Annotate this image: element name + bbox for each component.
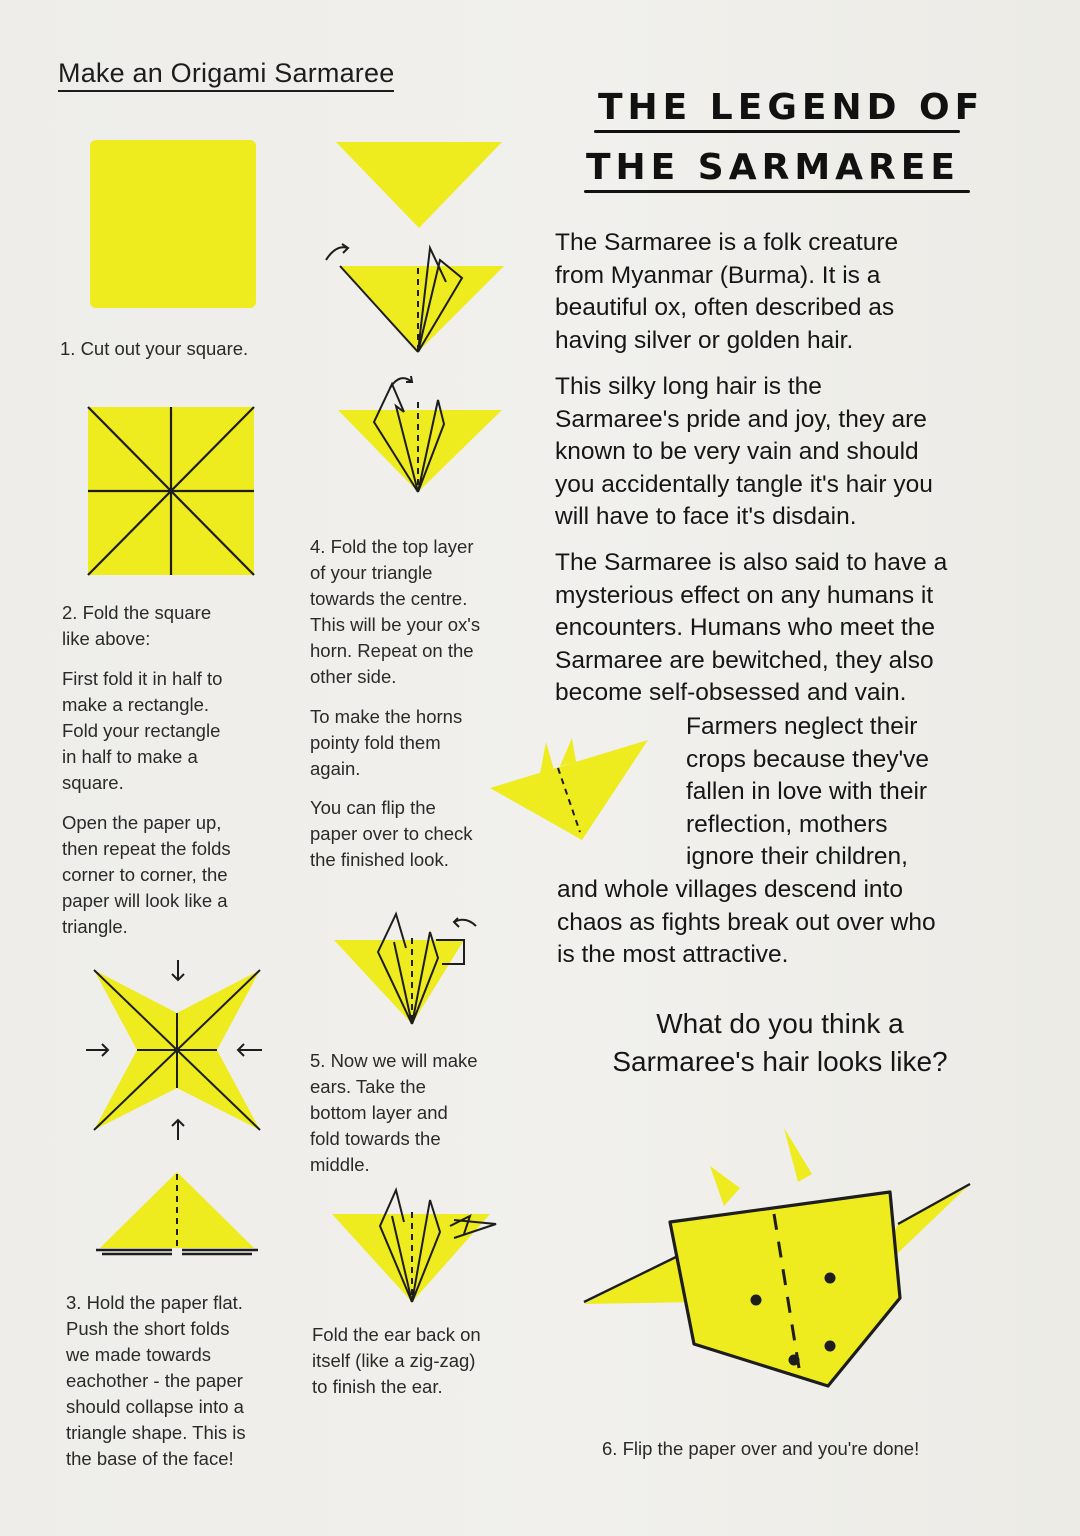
hair-question	[560, 1005, 1000, 1081]
step-4-text	[310, 534, 480, 690]
step-3-line: 3. Hold the paper flat.	[66, 1292, 243, 1313]
step-5-line: 5. Now we will make	[310, 1050, 478, 1071]
step-2-line: 2. Fold the square	[62, 602, 212, 623]
collapse-star-figure	[82, 958, 272, 1148]
step-2c-line: corner to corner, the	[62, 864, 228, 885]
step-3-line: the base of the face!	[66, 1448, 234, 1469]
pointy-horns-figure	[334, 372, 504, 496]
horn-fold-figure	[318, 238, 508, 356]
story-line: encounters. Humans who meet the	[555, 614, 935, 641]
step-4-line: 4. Fold the top layer	[310, 536, 474, 557]
step-4b-text	[310, 704, 462, 782]
step-4-line: of your triangle	[310, 562, 433, 583]
instructions-title: Make an Origami Sarmaree	[58, 58, 394, 92]
step-5-text	[310, 1048, 478, 1178]
ears-fold-figure	[332, 908, 482, 1028]
story-line: fallen in love with their	[686, 778, 928, 805]
step-2c-line: paper will look like a	[62, 890, 228, 911]
legend-paragraph-4-indented	[686, 711, 929, 874]
step-5-line: middle.	[310, 1154, 370, 1175]
step-2b-line: in half to make a	[62, 746, 198, 767]
step-6-text: 6. Flip the paper over and you're done!	[602, 1438, 920, 1459]
question-line: What do you think a	[656, 1008, 904, 1039]
story-line: is the most attractive.	[557, 941, 789, 968]
flipped-horns-figure	[486, 736, 650, 842]
question-line: Sarmaree's hair looks like?	[612, 1046, 948, 1077]
step-4c-line: You can flip the	[310, 797, 436, 818]
story-line: The Sarmaree is a folk creature	[555, 229, 899, 256]
step-5b-line: Fold the ear back on	[312, 1324, 481, 1345]
story-line: will have to face it's disdain.	[555, 503, 857, 530]
legend-paragraph-1	[555, 227, 898, 357]
step-2b-line: Fold your rectangle	[62, 720, 221, 741]
step-2-line: like above:	[62, 628, 151, 649]
step-3-line: triangle shape. This is	[66, 1422, 246, 1443]
step-1-text: 1. Cut out your square.	[60, 338, 249, 359]
finished-sarmaree-figure	[578, 1124, 978, 1394]
legend-title-line-1: THE LEGEND OF	[598, 87, 985, 128]
story-line: chaos as fights break out over who	[557, 908, 936, 936]
legend-paragraph-2	[555, 371, 933, 534]
story-line: mysterious effect on any humans it	[555, 581, 934, 609]
step-4-line: towards the centre.	[310, 588, 468, 609]
step-2b-text	[62, 666, 222, 796]
step-3-text	[66, 1290, 246, 1472]
step-3-line: eachother - the paper	[66, 1370, 243, 1391]
yellow-square-figure	[88, 138, 258, 310]
step-4-line: other side.	[310, 666, 397, 687]
step-5-line: ears. Take the	[310, 1076, 426, 1097]
step-2-text	[62, 600, 211, 652]
step-4-line: horn. Repeat on the	[310, 640, 474, 661]
legend-paragraph-4-full	[557, 874, 936, 972]
story-line: known to be very vain and should	[555, 438, 919, 465]
step-4b-line: again.	[310, 758, 361, 779]
story-line: This silky long hair is the	[555, 373, 822, 400]
step-2c-text	[62, 810, 231, 940]
ear-zigzag-figure	[330, 1186, 502, 1306]
step-3-line: we made towards	[66, 1344, 211, 1365]
step-4b-line: pointy fold them	[310, 732, 441, 753]
story-line: reflection, mothers	[686, 810, 888, 838]
step-2c-line: then repeat the folds	[62, 838, 231, 859]
story-line: Farmers neglect their	[686, 713, 918, 740]
legend-title-underline	[584, 190, 970, 193]
step-4c-text	[310, 795, 472, 873]
story-line: ignore their children,	[686, 843, 908, 870]
story-line: beautiful ox, often described as	[555, 294, 895, 321]
story-line: from Myanmar (Burma). It is a	[555, 261, 881, 289]
story-line: and whole villages descend into	[557, 876, 903, 903]
step-5b-line: to finish the ear.	[312, 1376, 443, 1397]
step-2c-line: Open the paper up,	[62, 812, 222, 833]
folded-square-figure	[86, 405, 256, 577]
step-4b-line: To make the horns	[310, 706, 463, 727]
step-2b-line: square.	[62, 772, 124, 793]
story-line: The Sarmaree is also said to have a	[555, 549, 948, 576]
step-2c-line: triangle.	[62, 916, 128, 937]
legend-paragraph-3	[555, 547, 947, 710]
step-3-line: should collapse into a	[66, 1396, 244, 1417]
story-line: Sarmaree's pride and joy, they are	[555, 405, 927, 433]
step-2b-line: First fold it in half to	[62, 668, 223, 689]
step-4c-line: paper over to check	[310, 823, 473, 844]
story-line: crops because they've	[686, 745, 930, 773]
legend-title-underline	[594, 130, 960, 133]
flat-triangle-figure	[92, 1166, 262, 1262]
story-line: having silver or golden hair.	[555, 326, 854, 354]
legend-title-line-2: THE SARMAREE	[586, 147, 960, 188]
step-3-line: Push the short folds	[66, 1318, 230, 1339]
step-5b-text	[312, 1322, 481, 1400]
story-line: Sarmaree are bewitched, they also	[555, 646, 934, 674]
step-4-line: This will be your ox's	[310, 614, 481, 635]
step-5b-line: itself (like a zig-zag)	[312, 1350, 476, 1371]
step-2b-line: make a rectangle.	[62, 694, 210, 715]
story-line: become self-obsessed and vain.	[555, 679, 907, 706]
step-5-line: bottom layer and	[310, 1102, 448, 1123]
step-5-line: fold towards the	[310, 1128, 441, 1149]
inverted-triangle-figure	[334, 140, 504, 230]
story-line: you accidentally tangle it's hair you	[555, 470, 933, 498]
step-4c-line: the finished look.	[310, 849, 449, 870]
